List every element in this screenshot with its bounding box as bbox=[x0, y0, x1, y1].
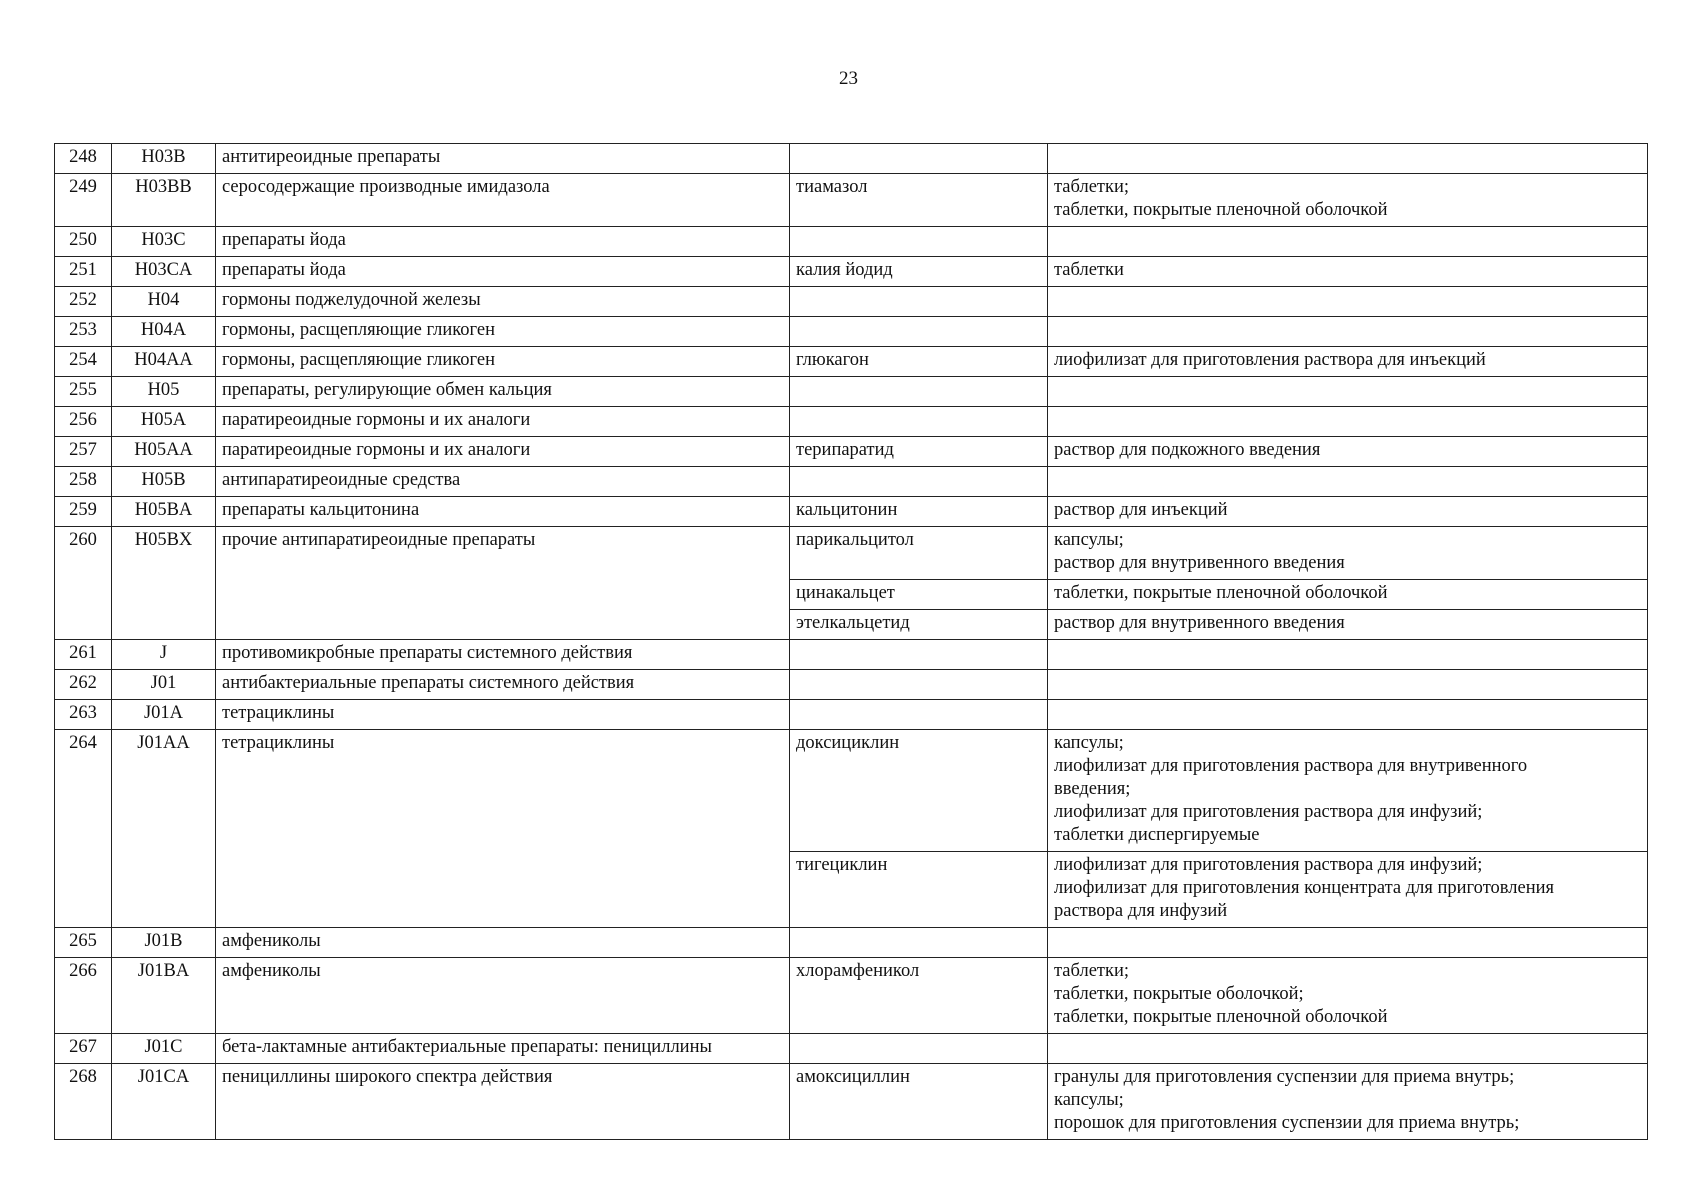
atc-group-name: препараты йода bbox=[216, 227, 790, 257]
atc-code: H05BX bbox=[112, 527, 216, 640]
atc-code: H04A bbox=[112, 317, 216, 347]
dosage-forms bbox=[1048, 467, 1648, 497]
atc-code: H03CA bbox=[112, 257, 216, 287]
row-number: 255 bbox=[55, 377, 112, 407]
dosage-form-line: лиофилизат для приготовления раствора для инъекций bbox=[1054, 350, 1486, 370]
dosage-form-line: порошок для приготовления суспензии для приема внутрь; bbox=[1054, 1113, 1520, 1133]
drug-name bbox=[790, 407, 1048, 437]
dosage-forms bbox=[1048, 958, 1648, 1034]
drug-name bbox=[790, 928, 1048, 958]
atc-code: H04 bbox=[112, 287, 216, 317]
dosage-form-line: таблетки bbox=[1054, 260, 1124, 280]
dosage-form-line: раствор для подкожного введения bbox=[1054, 440, 1321, 460]
table-row bbox=[55, 730, 1648, 852]
row-number: 253 bbox=[55, 317, 112, 347]
dosage-form-line: лиофилизат для приготовления раствора для инфузий; bbox=[1054, 855, 1483, 875]
atc-code: H04AA bbox=[112, 347, 216, 377]
drug-name: калия йодид bbox=[790, 257, 1048, 287]
drug-name: кальцитонин bbox=[790, 497, 1048, 527]
atc-code: H03BB bbox=[112, 174, 216, 227]
table-row bbox=[55, 467, 1648, 497]
drug-name bbox=[790, 144, 1048, 174]
page-number: 23 bbox=[839, 68, 858, 89]
atc-group-name: прочие антипаратиреоидные препараты bbox=[216, 527, 790, 640]
dosage-forms bbox=[1048, 928, 1648, 958]
atc-group-name: амфениколы bbox=[216, 958, 790, 1034]
row-number: 249 bbox=[55, 174, 112, 227]
drug-list-table bbox=[54, 143, 1648, 1140]
drug-name: хлорамфеникол bbox=[790, 958, 1048, 1034]
dosage-forms bbox=[1048, 1034, 1648, 1064]
dosage-form-line: таблетки, покрытые пленочной оболочкой bbox=[1054, 200, 1388, 220]
atc-group-name: тетрациклины bbox=[216, 730, 790, 928]
row-number: 258 bbox=[55, 467, 112, 497]
dosage-form-line: капсулы; bbox=[1054, 530, 1124, 550]
atc-code: H05 bbox=[112, 377, 216, 407]
row-number: 257 bbox=[55, 437, 112, 467]
drug-name: амоксициллин bbox=[790, 1064, 1048, 1140]
table-row bbox=[55, 928, 1648, 958]
dosage-forms bbox=[1048, 437, 1648, 467]
atc-code: H03C bbox=[112, 227, 216, 257]
drug-name: тиамазол bbox=[790, 174, 1048, 227]
table-row bbox=[55, 287, 1648, 317]
table-row bbox=[55, 437, 1648, 467]
table-row bbox=[55, 527, 1648, 580]
table-row bbox=[55, 1064, 1648, 1140]
table-row bbox=[55, 347, 1648, 377]
dosage-form-line: таблетки, покрытые пленочной оболочкой bbox=[1054, 583, 1388, 603]
atc-group-name: гормоны поджелудочной железы bbox=[216, 287, 790, 317]
atc-group-name: гормоны, расщепляющие гликоген bbox=[216, 347, 790, 377]
dosage-forms bbox=[1048, 227, 1648, 257]
atc-group-name: антибактериальные препараты системного действия bbox=[216, 670, 790, 700]
dosage-form-line: таблетки, покрытые оболочкой; bbox=[1054, 984, 1304, 1004]
drug-name bbox=[790, 700, 1048, 730]
dosage-forms bbox=[1048, 287, 1648, 317]
atc-group-name: паратиреоидные гормоны и их аналоги bbox=[216, 437, 790, 467]
row-number: 261 bbox=[55, 640, 112, 670]
dosage-forms bbox=[1048, 497, 1648, 527]
table-row bbox=[55, 317, 1648, 347]
atc-code: H05A bbox=[112, 407, 216, 437]
dosage-forms bbox=[1048, 580, 1648, 610]
drug-name: тигециклин bbox=[790, 852, 1048, 928]
dosage-forms bbox=[1048, 640, 1648, 670]
table-row bbox=[55, 1034, 1648, 1064]
row-number: 259 bbox=[55, 497, 112, 527]
row-number: 252 bbox=[55, 287, 112, 317]
drug-name bbox=[790, 377, 1048, 407]
dosage-forms bbox=[1048, 257, 1648, 287]
dosage-form-line: таблетки диспергируемые bbox=[1054, 825, 1260, 845]
dosage-form-line: гранулы для приготовления суспензии для приема внутрь; bbox=[1054, 1067, 1515, 1087]
row-number: 254 bbox=[55, 347, 112, 377]
row-number: 267 bbox=[55, 1034, 112, 1064]
atc-code: J01A bbox=[112, 700, 216, 730]
atc-group-name: противомикробные препараты системного действия bbox=[216, 640, 790, 670]
atc-code: J01 bbox=[112, 670, 216, 700]
atc-group-name: антитиреоидные препараты bbox=[216, 144, 790, 174]
drug-name: терипаратид bbox=[790, 437, 1048, 467]
table-row bbox=[55, 958, 1648, 1034]
dosage-forms bbox=[1048, 377, 1648, 407]
row-number: 248 bbox=[55, 144, 112, 174]
dosage-forms bbox=[1048, 730, 1648, 852]
dosage-forms bbox=[1048, 700, 1648, 730]
atc-code: J01AA bbox=[112, 730, 216, 928]
row-number: 256 bbox=[55, 407, 112, 437]
table-row bbox=[55, 174, 1648, 227]
table-row bbox=[55, 670, 1648, 700]
table-row bbox=[55, 407, 1648, 437]
dosage-form-line: раствор для инъекций bbox=[1054, 500, 1228, 520]
dosage-form-line: капсулы; bbox=[1054, 733, 1124, 753]
atc-code: H05BA bbox=[112, 497, 216, 527]
atc-code: H05AA bbox=[112, 437, 216, 467]
row-number: 268 bbox=[55, 1064, 112, 1140]
row-number: 265 bbox=[55, 928, 112, 958]
atc-group-name: серосодержащие производные имидазола bbox=[216, 174, 790, 227]
atc-code: J bbox=[112, 640, 216, 670]
dosage-form-line: таблетки; bbox=[1054, 961, 1130, 981]
dosage-form-line: лиофилизат для приготовления концентрата для приготовления bbox=[1054, 878, 1555, 898]
dosage-form-line: раствор для внутривенного введения bbox=[1054, 553, 1345, 573]
dosage-forms bbox=[1048, 1064, 1648, 1140]
atc-group-name: препараты йода bbox=[216, 257, 790, 287]
dosage-form-line: раствор для внутривенного введения bbox=[1054, 613, 1345, 633]
table-body bbox=[55, 144, 1648, 1140]
dosage-forms bbox=[1048, 407, 1648, 437]
atc-code: J01BA bbox=[112, 958, 216, 1034]
drug-name bbox=[790, 467, 1048, 497]
drug-name bbox=[790, 640, 1048, 670]
drug-name bbox=[790, 317, 1048, 347]
dosage-form-line: лиофилизат для приготовления раствора для инфузий; bbox=[1054, 802, 1483, 822]
drug-name: глюкагон bbox=[790, 347, 1048, 377]
dosage-form-line: капсулы; bbox=[1054, 1090, 1124, 1110]
table-row bbox=[55, 257, 1648, 287]
table-row bbox=[55, 700, 1648, 730]
dosage-form-line: таблетки, покрытые пленочной оболочкой bbox=[1054, 1007, 1388, 1027]
drug-name bbox=[790, 1034, 1048, 1064]
dosage-forms bbox=[1048, 144, 1648, 174]
atc-group-name: пенициллины широкого спектра действия bbox=[216, 1064, 790, 1140]
table-row bbox=[55, 640, 1648, 670]
row-number: 260 bbox=[55, 527, 112, 640]
dosage-forms bbox=[1048, 174, 1648, 227]
drug-name: доксициклин bbox=[790, 730, 1048, 852]
atc-code: J01C bbox=[112, 1034, 216, 1064]
dosage-forms bbox=[1048, 852, 1648, 928]
row-number: 262 bbox=[55, 670, 112, 700]
drug-name bbox=[790, 227, 1048, 257]
dosage-forms bbox=[1048, 670, 1648, 700]
atc-group-name: гормоны, расщепляющие гликоген bbox=[216, 317, 790, 347]
atc-group-name: препараты, регулирующие обмен кальция bbox=[216, 377, 790, 407]
dosage-forms bbox=[1048, 347, 1648, 377]
dosage-forms bbox=[1048, 317, 1648, 347]
drug-name bbox=[790, 670, 1048, 700]
atc-code: J01B bbox=[112, 928, 216, 958]
atc-group-name: бета-лактамные антибактериальные препараты: пенициллины bbox=[216, 1034, 790, 1064]
dosage-form-line: раствора для инфузий bbox=[1054, 901, 1228, 921]
drug-name: цинакальцет bbox=[790, 580, 1048, 610]
table-row bbox=[55, 144, 1648, 174]
row-number: 251 bbox=[55, 257, 112, 287]
dosage-form-line: таблетки; bbox=[1054, 177, 1130, 197]
atc-group-name: амфениколы bbox=[216, 928, 790, 958]
row-number: 266 bbox=[55, 958, 112, 1034]
atc-group-name: препараты кальцитонина bbox=[216, 497, 790, 527]
atc-group-name: паратиреоидные гормоны и их аналоги bbox=[216, 407, 790, 437]
atc-group-name: антипаратиреоидные средства bbox=[216, 467, 790, 497]
dosage-forms bbox=[1048, 527, 1648, 580]
atc-code: H03B bbox=[112, 144, 216, 174]
drug-name bbox=[790, 287, 1048, 317]
atc-code: H05B bbox=[112, 467, 216, 497]
atc-code: J01CA bbox=[112, 1064, 216, 1140]
dosage-form-line: лиофилизат для приготовления раствора для внутривенного bbox=[1054, 756, 1528, 776]
table-row bbox=[55, 497, 1648, 527]
atc-group-name: тетрациклины bbox=[216, 700, 790, 730]
row-number: 263 bbox=[55, 700, 112, 730]
drug-name: этелкальцетид bbox=[790, 610, 1048, 640]
row-number: 264 bbox=[55, 730, 112, 928]
dosage-forms bbox=[1048, 610, 1648, 640]
drug-name: парикальцитол bbox=[790, 527, 1048, 580]
table-row bbox=[55, 377, 1648, 407]
dosage-form-line: введения; bbox=[1054, 779, 1131, 799]
row-number: 250 bbox=[55, 227, 112, 257]
table-row bbox=[55, 227, 1648, 257]
